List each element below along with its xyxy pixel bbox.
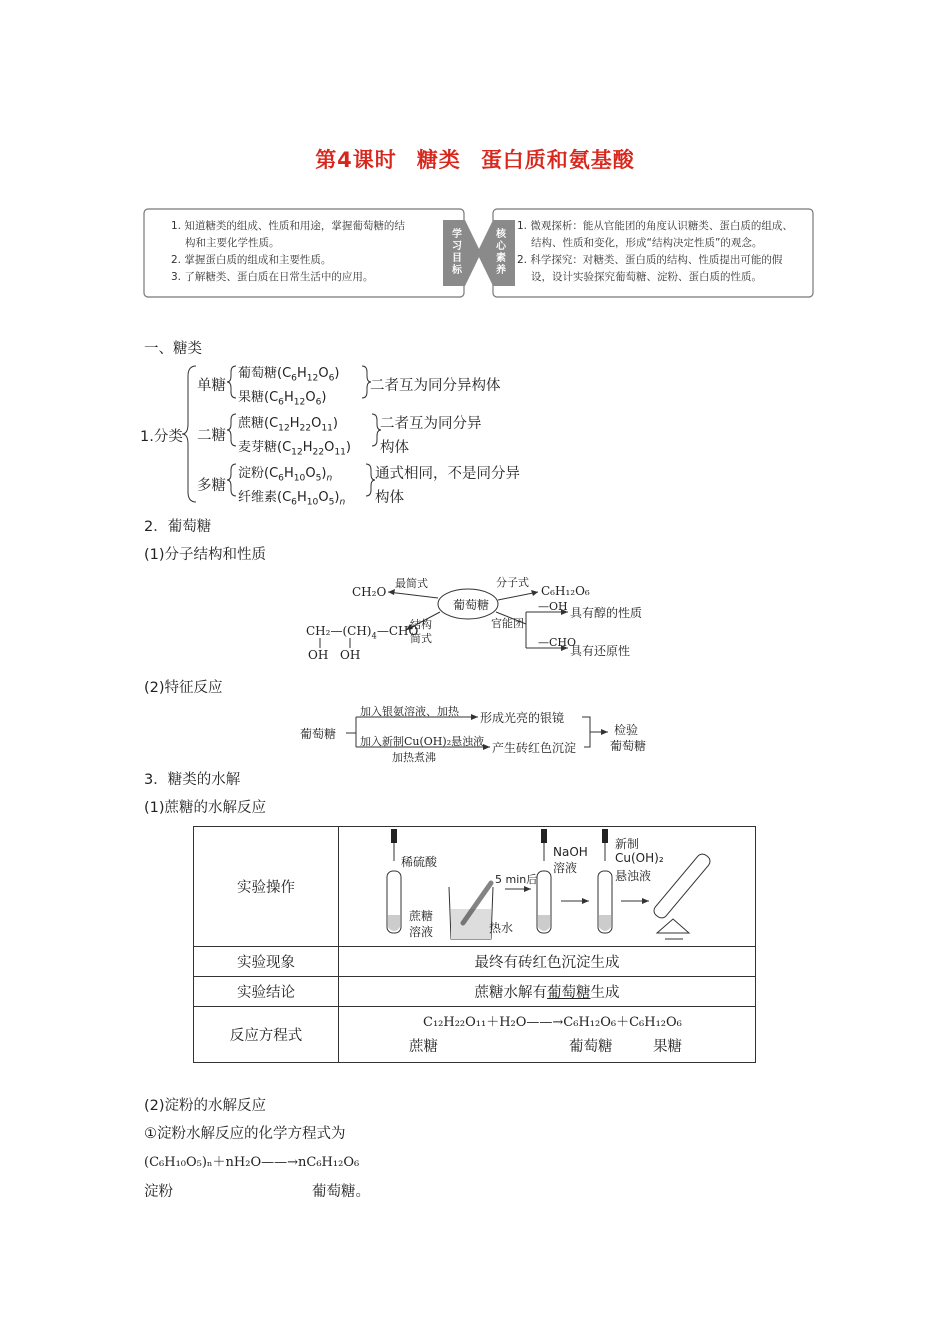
maltose-formula: 麦芽糖$(C_{12}H_{22}O_{11})$ xyxy=(238,440,351,458)
row-header-operation: 实验操作 xyxy=(194,827,339,947)
poly-note: 构体 xyxy=(375,490,404,506)
disaccharide-label: 二糖 xyxy=(197,428,226,444)
result-red-precipitate: 产生砖红色沉淀 xyxy=(492,741,577,755)
condition-silver-mirror: 加入银氨溶液、加热 xyxy=(360,705,459,718)
learning-goals-tag: 学 习 目 标 xyxy=(452,229,462,276)
structural-formula-label: 结构 xyxy=(410,618,432,631)
apparatus-drawing xyxy=(339,827,757,945)
goal-item: 构和主要化学性质。 xyxy=(185,237,280,249)
goals-right-list xyxy=(517,218,793,286)
naoh-label: NaOH xyxy=(553,845,588,859)
cho-group: —CHO xyxy=(538,636,577,649)
starch-formula: 淀粉$(C_6H_{10}O_5)_n$ xyxy=(238,466,333,484)
structural-formula: $CH_2—(CH)_4—CHO$ xyxy=(306,624,419,641)
subheading-sucrose-hydrolysis: (1)蔗糖的水解反应 xyxy=(144,800,267,816)
simplest-formula-label: 最简式 xyxy=(395,577,428,590)
five-min-label: 5 min后 xyxy=(495,873,538,886)
hydroxyl-label: OH xyxy=(340,648,361,662)
result-silver-mirror: 形成光亮的银镜 xyxy=(480,711,565,725)
table-row xyxy=(194,947,756,977)
starch-intro: ①淀粉水解反应的化学方程式为 xyxy=(144,1126,346,1142)
hydroxyl-label: OH xyxy=(308,648,329,662)
row-header-equation: 反应方程式 xyxy=(194,1007,339,1063)
molecular-formula-label: 分子式 xyxy=(496,576,529,589)
di-note: 构体 xyxy=(380,440,409,456)
goals-left-list xyxy=(171,218,405,286)
functional-group-label: 官能团 xyxy=(491,617,524,630)
goals-panel xyxy=(143,208,815,298)
section-heading-glucose: 2．葡萄糖 xyxy=(144,519,212,535)
classification-root: 1.分类 xyxy=(140,429,183,445)
glucose-formula: 葡萄糖$(C_6H_{12}O_6)$ xyxy=(238,366,340,384)
experiment-table xyxy=(193,826,756,1063)
equation-cell xyxy=(339,1007,756,1063)
condition-boil: 加热煮沸 xyxy=(392,751,436,764)
starch-glucose-label: 葡萄糖。 xyxy=(312,1184,370,1200)
polysaccharide-label: 多糖 xyxy=(197,478,226,494)
reaction-start: 葡萄糖 xyxy=(300,727,337,741)
eq-fructose: 果糖 xyxy=(653,1039,682,1055)
suspension-label: 悬浊液 xyxy=(615,869,652,883)
conclusion-answer: 葡萄糖 xyxy=(547,985,591,1001)
condition-cuoh2: 加入新制Cu(OH)₂悬浊液 xyxy=(360,735,485,748)
molecular-formula: C₆H₁₂O₆ xyxy=(541,584,590,598)
literacy-item: 设，设计实验探究葡萄糖、淀粉、蛋白质的性质。 xyxy=(531,271,762,283)
table-row xyxy=(194,1007,756,1063)
equation-text: C₁₂H₂₂O₁₁＋H₂O——→C₆H₁₂O₆＋C₆H₁₂O₆ xyxy=(423,1015,682,1030)
goal-item: 1. 知道糖类的组成、性质和用途，掌握葡萄糖的结 xyxy=(171,220,405,232)
operation-illustration xyxy=(339,827,756,947)
hot-water-label: 热水 xyxy=(489,921,514,935)
goal-item: 3. 了解糖类、蛋白质在日常生活中的应用。 xyxy=(171,271,374,283)
title-topic1: 糖类 xyxy=(416,148,461,172)
simplest-formula: CH₂O xyxy=(352,585,387,599)
poly-note: 通式相同，不是同分异 xyxy=(375,466,520,482)
phenomenon-cell: 最终有砖红色沉淀生成 xyxy=(339,947,756,977)
starch-equation: (C₆H₁₀O₅)ₙ＋nH₂O——→nC₆H₁₂O₆ xyxy=(144,1155,360,1170)
solution-label: 溶液 xyxy=(409,925,434,939)
sucrose-label: 蔗糖 xyxy=(409,909,434,923)
row-header-conclusion: 实验结论 xyxy=(194,977,339,1007)
subheading-reactions: (2)特征反应 xyxy=(144,680,223,696)
glucose-center-node: 葡萄糖 xyxy=(453,598,490,612)
oh-property: 具有醇的性质 xyxy=(570,606,643,620)
fresh-label: 新制 xyxy=(615,837,640,851)
starch-label: 淀粉 xyxy=(144,1184,173,1200)
subheading-starch-hydrolysis: (2)淀粉的水解反应 xyxy=(144,1098,267,1114)
conclusion-cell: 蔗糖水解有葡萄糖生成 xyxy=(339,977,756,1007)
naoh-solution-label: 溶液 xyxy=(553,861,578,875)
table-row xyxy=(194,827,756,947)
fructose-formula: 果糖$(C_6H_{12}O_6)$ xyxy=(238,390,327,408)
di-note: 二者互为同分异 xyxy=(380,416,482,432)
conclusion-detect: 检验 xyxy=(614,723,639,737)
reaction-diagram xyxy=(300,703,660,764)
subheading-structure: (1)分子结构和性质 xyxy=(144,547,267,563)
table-row xyxy=(194,977,756,1007)
section-heading-hydrolysis: 3．糖类的水解 xyxy=(144,772,241,788)
dilute-acid-label: 稀硫酸 xyxy=(401,855,438,869)
core-literacy-tag: 核 心 素 养 xyxy=(496,229,506,276)
classification-tree xyxy=(140,362,560,512)
cuoh2-label: Cu(OH)₂ xyxy=(615,851,664,865)
cho-property: 具有还原性 xyxy=(570,644,631,658)
section-heading-sugars: 一、糖类 xyxy=(144,341,202,357)
sucrose-formula: 蔗糖$(C_{12}H_{22}O_{11})$ xyxy=(238,416,338,434)
eq-glucose: 葡萄糖 xyxy=(569,1039,613,1055)
cellulose-formula: 纤维素$(C_6H_{10}O_5)_n$ xyxy=(238,490,346,508)
monosaccharide-label: 单糖 xyxy=(197,378,226,394)
title-topic2: 蛋白质和氨基酸 xyxy=(480,148,635,172)
goal-item: 2. 掌握蛋白质的组成和主要性质。 xyxy=(171,254,332,266)
page-title xyxy=(0,144,950,174)
row-header-phenomenon: 实验现象 xyxy=(194,947,339,977)
literacy-item: 1. 微观探析：能从官能团的角度认识糖类、蛋白质的组成、 xyxy=(517,220,793,232)
eq-sucrose: 蔗糖 xyxy=(409,1039,438,1055)
structural-formula-label: 简式 xyxy=(410,632,432,645)
literacy-item: 结构、性质和变化，形成“结构决定性质”的观念。 xyxy=(531,237,763,249)
mono-note: 二者互为同分异构体 xyxy=(370,378,501,394)
title-lesson: 第4课时 xyxy=(315,148,397,172)
literacy-item: 2. 科学探究：对糖类、蛋白质的结构、性质提出可能的假 xyxy=(517,254,783,266)
oh-group: —OH xyxy=(538,600,568,613)
glucose-structure-diagram xyxy=(300,572,660,667)
conclusion-glucose: 葡萄糖 xyxy=(610,739,647,753)
